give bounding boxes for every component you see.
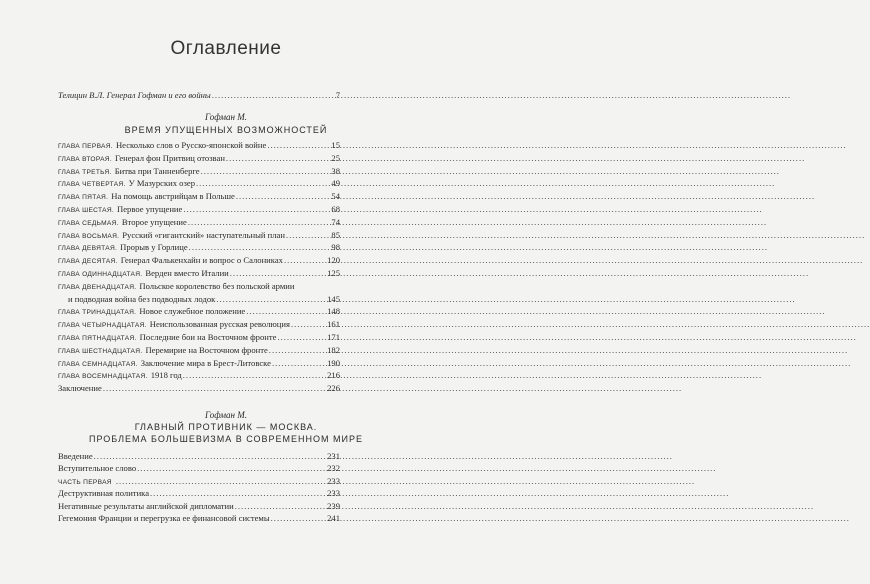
toc-entry[interactable] <box>58 370 340 381</box>
toc-entry-label: Несколько слов о Русско-японской войне <box>115 140 267 150</box>
toc-entry[interactable] <box>58 230 340 241</box>
leader-dots <box>286 230 330 241</box>
toc-entry-label: У Мазурских озер <box>128 178 195 189</box>
chapter-number: ГЛАВА ДЕСЯТАЯ. <box>58 258 118 266</box>
chapter-number: ГЛАВА ДЕВЯТАЯ. <box>58 245 118 253</box>
leader-dots <box>212 90 335 101</box>
part2-title-line2: ПРОБЛЕМА БОЛЬШЕВИЗМА В СОВРЕМЕННОМ МИРЕ <box>88 434 364 444</box>
leader-dots <box>188 217 331 228</box>
toc-entry-page: 25 <box>331 152 340 163</box>
toc-entry-label: Генерал фон Притвиц отозван <box>115 152 225 163</box>
chapter-number: ГЛАВА ПЕРВАЯ. <box>58 143 113 150</box>
toc-entry[interactable] <box>58 178 340 189</box>
toc-entry[interactable] <box>58 488 340 499</box>
page-title: Оглавление <box>170 38 282 59</box>
part2-author: Гофман М. <box>205 410 247 420</box>
toc-entry-label: Введение <box>58 451 93 461</box>
leader-dots <box>150 488 326 499</box>
leader-dots <box>277 332 326 343</box>
chapter-number: ГЛАВА СЕМНАДЦАТАЯ. <box>58 360 138 368</box>
toc-entry-page: 226 <box>327 383 340 394</box>
toc-entry[interactable] <box>58 319 340 330</box>
toc-entry[interactable] <box>58 217 340 228</box>
toc-entry-page: 145 <box>327 293 340 304</box>
chapter-number: ГЛАВА ТРИНАДЦАТАЯ. <box>58 309 137 317</box>
toc-entry-label: На помощь австрийцам в Польше <box>111 191 235 202</box>
toc-entry-label: Прорыв у Горлице <box>120 242 188 253</box>
chapter-number: ГЛАВА ПЯТАЯ. <box>58 194 109 202</box>
leader-dots <box>291 319 326 330</box>
toc-entry-page: 15 <box>331 140 340 150</box>
toc-entry-label: Неиспользованная русская революция <box>149 319 290 330</box>
leader-dots <box>271 513 326 524</box>
toc-entry-label: Новое служебное положение <box>139 306 246 317</box>
chapter-number: ГЛАВА ВТОРАЯ. <box>58 155 112 163</box>
toc-entry[interactable] <box>58 268 340 279</box>
leader-dots <box>284 255 326 266</box>
toc-entry-page: 74 <box>331 216 340 227</box>
toc-entry-page: 125 <box>327 268 340 278</box>
toc-entry-label: Первое упущение <box>117 204 183 214</box>
leader-dots <box>116 476 326 487</box>
toc-entry[interactable] <box>58 191 340 202</box>
toc-entry[interactable] <box>58 513 340 524</box>
leader-dots <box>267 140 330 151</box>
chapter-number: ГЛАВА ПЯТНАДЦАТАЯ. <box>58 335 137 342</box>
leader-dots <box>201 166 331 177</box>
toc-entry[interactable] <box>58 332 340 343</box>
toc-entry-label: и подводная война без подводных лодок <box>68 293 216 304</box>
leader-dots <box>269 345 326 356</box>
chapter-number: ГЛАВА ВОСЬМАЯ. <box>58 232 120 240</box>
toc-entry-page: 233 <box>327 475 340 486</box>
chapter-number: ГЛАВА СЕДЬМАЯ. <box>58 219 119 227</box>
leader-dots <box>216 294 326 305</box>
toc-entry-label: Генерал Фалькенхайн и вопрос о Салониках <box>120 255 283 266</box>
toc-entry-label: Битва при Танненберге <box>114 165 200 176</box>
toc-entry[interactable] <box>58 281 340 292</box>
leader-dots <box>103 383 326 394</box>
toc-entry-page: 98 <box>331 242 340 253</box>
leader-dots <box>236 191 331 202</box>
toc-entry-label: Второе упущение <box>121 216 187 227</box>
toc-entry-label: Перемирие на Восточном фронте <box>145 344 268 355</box>
toc-entry-page: 7 <box>335 90 340 100</box>
toc-entry-label: Польское королевство без польской армии <box>139 280 295 291</box>
toc-entry-label: Негативные результаты английской дипломатии <box>58 500 234 511</box>
toc-entry[interactable] <box>58 153 340 164</box>
toc-entry-label: Деструктивная политика <box>58 488 150 499</box>
toc-entry[interactable] <box>58 501 340 512</box>
toc-entry-page: 120 <box>327 255 340 266</box>
toc-entry-page: 148 <box>327 306 340 317</box>
toc-entry[interactable] <box>58 204 340 215</box>
leader-dots <box>183 370 326 381</box>
toc-entry-page: 38 <box>331 165 340 176</box>
toc-entry-page: 54 <box>331 191 340 202</box>
chapter-number: ГЛАВА ВОСЕМНАДЦАТАЯ. <box>58 373 148 381</box>
toc-entry-label: Телицин В.Л. Генерал Гофман и его войны <box>58 90 211 100</box>
toc-entry[interactable] <box>58 358 340 369</box>
toc-entry-page: 49 <box>331 178 340 189</box>
leader-dots <box>196 178 330 189</box>
leader-dots <box>189 242 331 253</box>
leader-dots <box>137 463 326 474</box>
toc-entry-label: Гегемония Франции и перегрузка ее финансовой системы <box>58 513 270 523</box>
toc-entry[interactable] <box>58 166 340 177</box>
part1-author: Гофман М. <box>205 112 247 122</box>
toc-entry-page: 171 <box>327 332 340 342</box>
toc-entry-label: Верден вместо Италии <box>145 268 229 278</box>
chapter-number: ГЛАВА ЧЕТВЕРТАЯ. <box>58 181 126 189</box>
toc-entry[interactable] <box>58 463 340 474</box>
toc-entry[interactable] <box>58 383 340 394</box>
toc-entry[interactable] <box>58 242 340 253</box>
toc-entry-label: Заключение мира в Брест-Литовске <box>140 357 271 368</box>
toc-entry-page: 232 <box>327 463 340 474</box>
leader-dots <box>94 451 326 462</box>
toc-entry-label: 1918 год <box>150 370 182 381</box>
toc-entry[interactable] <box>58 255 340 266</box>
leader-dots <box>226 153 330 164</box>
leader-dots <box>183 204 330 215</box>
toc-entry-page: 161 <box>327 319 340 330</box>
chapter-number: ГЛАВА ОДИННАДЦАТАЯ. <box>58 271 143 278</box>
toc-entry-page: 182 <box>327 344 340 355</box>
toc-entry-intro[interactable] <box>58 90 340 101</box>
leader-dots <box>246 306 326 317</box>
toc-entry-page: 231 <box>327 451 340 461</box>
leader-dots <box>235 501 326 512</box>
toc-entry[interactable] <box>58 451 340 462</box>
toc-entry-page: 85 <box>331 229 340 240</box>
toc-entry[interactable] <box>58 306 340 317</box>
toc-entry-label: Вступительное слово <box>58 463 137 474</box>
part1-title: ВРЕМЯ УПУЩЕННЫХ ВОЗМОЖНОСТЕЙ <box>124 125 328 135</box>
chapter-number: ЧАСТЬ ПЕРВАЯ <box>58 478 112 486</box>
toc-entry-page: 239 <box>327 500 340 511</box>
chapter-number: ГЛАВА ШЕСТНАДЦАТАЯ. <box>58 347 143 355</box>
chapter-number: ГЛАВА ЧЕТЫРНАДЦАТАЯ. <box>58 322 147 330</box>
chapter-number: ГЛАВА ДВЕНАДЦАТАЯ. <box>58 283 137 291</box>
toc-entry-page: 241 <box>327 513 340 523</box>
toc-entry-label: Последние бои на Восточном фронте <box>139 332 277 342</box>
toc-entry[interactable] <box>68 294 340 305</box>
toc-entry[interactable] <box>58 345 340 356</box>
toc-entry-page: 233 <box>327 488 340 499</box>
leader-dots <box>272 358 326 369</box>
chapter-number: ГЛАВА ШЕСТАЯ. <box>58 207 115 214</box>
toc-entry[interactable] <box>58 140 340 151</box>
toc-entry-label: Заключение <box>58 383 102 394</box>
toc-entry-page: 216 <box>327 370 340 381</box>
toc-entry-label: Русский «гигантский» наступательный план <box>122 229 285 240</box>
toc-entry-page: 68 <box>331 204 340 214</box>
chapter-number: ГЛАВА ТРЕТЬЯ. <box>58 168 112 176</box>
toc-entry[interactable] <box>58 476 340 487</box>
part2-title-line1: ГЛАВНЫЙ ПРОТИВНИК — МОСКВА. <box>134 422 318 432</box>
toc-entry-page: 190 <box>327 357 340 368</box>
leader-dots <box>230 268 326 279</box>
